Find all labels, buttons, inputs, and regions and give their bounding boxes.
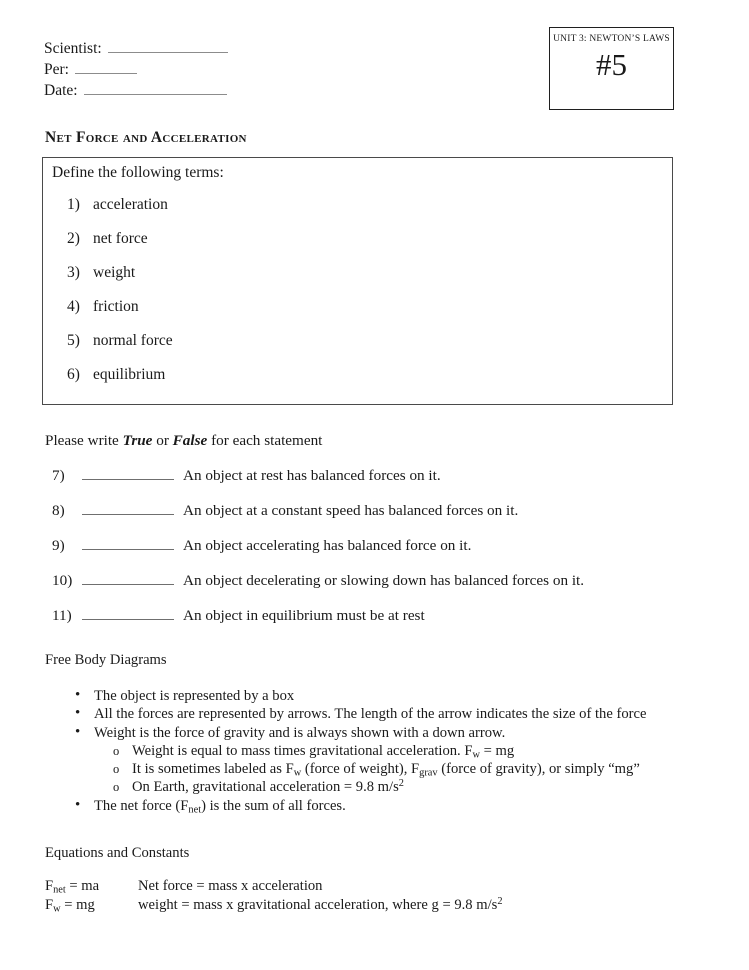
unit-number-box: [549, 27, 674, 110]
scientist-field-row: [44, 38, 228, 59]
text-run: w: [293, 767, 302, 779]
define-terms-list: [67, 196, 173, 400]
true-false-statement: An object at a constant speed has balanced forces on it.: [183, 502, 519, 519]
define-term-label: equilibrium: [93, 366, 166, 383]
text-run: = mg: [479, 742, 515, 759]
true-false-list: [52, 466, 584, 641]
period-field-row: [44, 59, 228, 80]
fbd-sub-bullet-item: [94, 760, 646, 778]
true-false-answer-blank[interactable]: [82, 501, 174, 515]
fbd-sub-bullet-list: [94, 742, 646, 797]
true-false-answer-blank[interactable]: [82, 606, 174, 620]
date-label: Date:: [44, 82, 78, 99]
tf-intro-before: Please write: [45, 432, 123, 449]
text-run: w: [472, 749, 480, 761]
true-false-item: [52, 536, 584, 571]
text-run: net: [188, 804, 202, 816]
tf-word-false: False: [172, 432, 208, 449]
text-run: = ma: [65, 878, 100, 894]
fbd-bullet-item: [56, 687, 646, 705]
true-false-statement: An object decelerating or slowing down has balanced forces on it.: [183, 572, 585, 589]
fbd-bullet-text: The object is represented by a box: [94, 688, 295, 704]
define-term-label: normal force: [93, 332, 173, 349]
scientist-label: Scientist:: [44, 40, 102, 57]
define-term-item: [67, 332, 173, 366]
text-run: w: [53, 903, 61, 915]
true-false-item: [52, 501, 584, 536]
define-term-number: 6): [67, 366, 80, 383]
fbd-sub-bullet-item: [94, 742, 646, 760]
equations-heading: Equations and Constants: [45, 845, 190, 861]
true-false-item: [52, 571, 584, 606]
free-body-diagrams-list: [56, 687, 646, 815]
tf-word-true: True: [122, 432, 153, 449]
equation-row: [45, 896, 503, 915]
text-run: It is sometimes labeled as F: [132, 761, 294, 778]
define-term-number: 1): [67, 196, 80, 213]
equation-formula: [45, 896, 138, 915]
define-instructions: Define the following terms:: [52, 164, 224, 181]
true-false-number: 10): [52, 572, 73, 589]
define-term-label: net force: [93, 230, 148, 247]
text-run: Weight is equal to mass times gravitational acceleration. F: [132, 742, 473, 759]
true-false-statement: An object at rest has balanced forces on it.: [183, 467, 441, 484]
define-term-label: weight: [93, 264, 136, 281]
true-false-answer-blank[interactable]: [82, 571, 174, 585]
true-false-number: 9): [52, 537, 65, 554]
text-run: F: [45, 897, 54, 913]
fbd-bullet-item: [56, 797, 646, 815]
define-term-number: 5): [67, 332, 80, 349]
true-false-statement: An object in equilibrium must be at rest: [183, 607, 425, 624]
tf-intro-middle: or: [152, 432, 173, 449]
equation-description: [138, 877, 503, 896]
true-false-number: 8): [52, 502, 65, 519]
equation-row: [45, 877, 503, 896]
worksheet-number: #5: [596, 46, 627, 82]
define-term-number: 3): [67, 264, 80, 281]
text-run: F: [45, 878, 54, 894]
scientist-write-in-line[interactable]: [108, 40, 228, 53]
define-term-item: [67, 230, 173, 264]
text-run: Net force = mass x acceleration: [138, 878, 323, 894]
text-run: ) is the sum of all forces.: [201, 797, 346, 814]
tf-intro-after: for each statement: [207, 432, 323, 449]
equation-description: [138, 896, 503, 915]
fbd-bullet-text: [94, 798, 346, 814]
text-run: = mg: [60, 897, 95, 913]
define-term-item: [67, 264, 173, 298]
date-field-row: [44, 80, 228, 101]
fbd-bullet-item: [56, 724, 646, 797]
define-term-number: 4): [67, 298, 80, 315]
define-term-item: [67, 366, 173, 400]
true-false-answer-blank[interactable]: [82, 536, 174, 550]
define-term-number: 2): [67, 230, 80, 247]
text-run: On Earth, gravitational acceleration = 9.8 m/s: [132, 779, 399, 796]
true-false-instructions: [45, 432, 322, 450]
fbd-bullet-text: All the forces are represented by arrows. The length of the arrow indicates the size of the force: [94, 706, 647, 723]
true-false-number: 11): [52, 607, 72, 624]
equations-table: [45, 877, 503, 915]
text-run: 2: [497, 896, 503, 908]
true-false-statement: An object accelerating has balanced force on it.: [183, 537, 472, 554]
student-info-block: [44, 38, 228, 101]
define-terms-box: [42, 157, 673, 405]
true-false-item: [52, 606, 584, 641]
period-label: Per:: [44, 61, 69, 78]
free-body-diagrams-heading: Free Body Diagrams: [45, 652, 167, 668]
text-run: The net force (F: [94, 797, 189, 814]
define-term-label: friction: [93, 298, 139, 315]
define-term-item: [67, 298, 173, 332]
equation-formula: [45, 877, 138, 896]
define-term-label: acceleration: [93, 196, 168, 213]
text-run: 2: [398, 778, 404, 790]
date-write-in-line[interactable]: [84, 82, 227, 95]
define-term-item: [67, 196, 173, 230]
true-false-number: 7): [52, 467, 65, 484]
text-run: (force of weight), F: [301, 761, 420, 778]
unit-title: UNIT 3: NEWTON’S LAWS: [553, 34, 670, 44]
fbd-bullet-text: Weight is the force of gravity and is always shown with a down arrow.: [94, 724, 506, 741]
text-run: grav: [419, 767, 438, 779]
fbd-bullet-item: [56, 705, 646, 723]
true-false-item: [52, 466, 584, 501]
text-run: weight = mass x gravitational acceleration, where g = 9.8 m/s: [138, 897, 498, 913]
fbd-sub-bullet-item: [94, 778, 646, 796]
true-false-answer-blank[interactable]: [82, 466, 174, 480]
page-title: Net Force and Acceleration: [45, 129, 247, 146]
text-run: (force of gravity), or simply “mg”: [437, 761, 640, 778]
period-write-in-line[interactable]: [75, 61, 137, 74]
text-run: net: [53, 884, 66, 896]
